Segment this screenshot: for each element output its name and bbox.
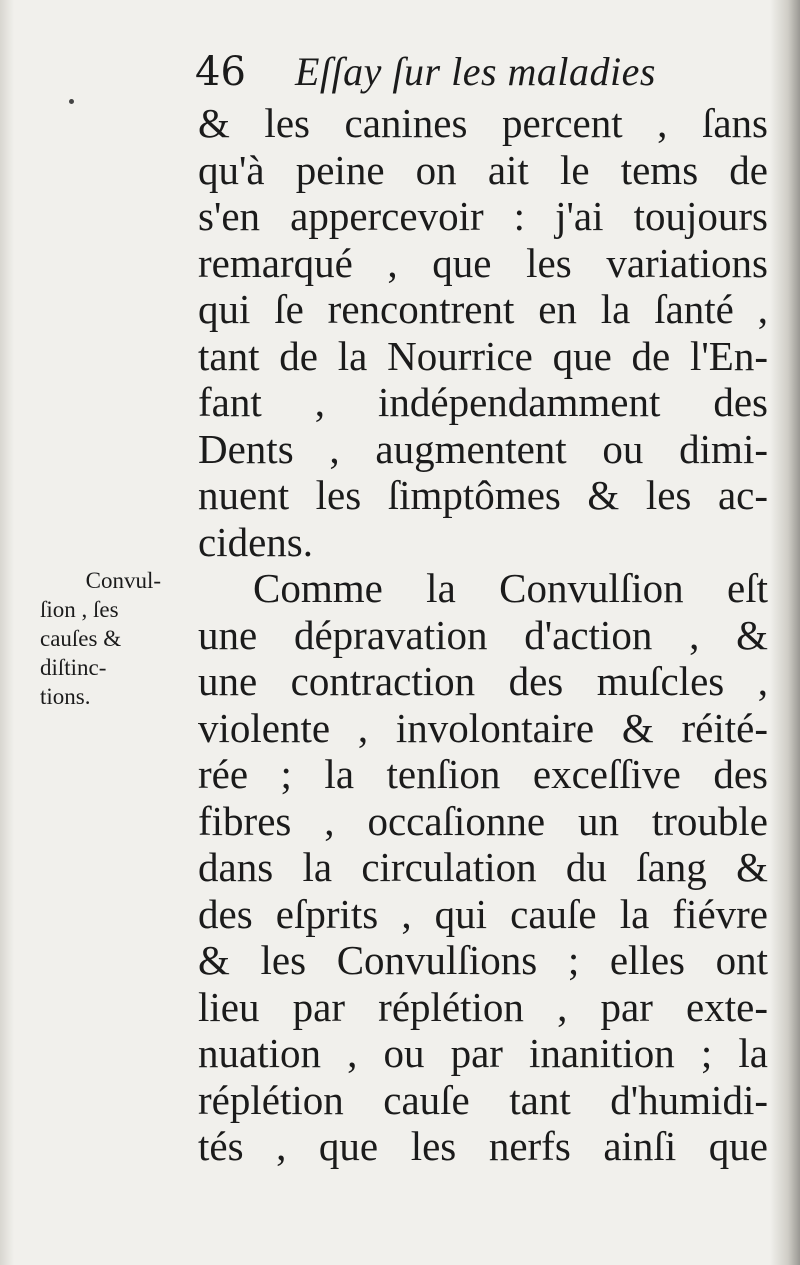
text-line: fant , indépendamment des: [198, 379, 768, 425]
text-line: remarqué , que les variations: [198, 239, 768, 286]
page-edge-shadow: [770, 0, 800, 1265]
text-line: tés , que les nerfs ainſi que: [198, 1123, 768, 1169]
margin-note-line: ſion , ſes: [40, 597, 119, 622]
margin-note-line: diſtinc-: [40, 655, 107, 680]
margin-note-line: cauſes &: [40, 626, 122, 651]
text-line: nuent les ſimptômes & les ac-: [198, 472, 768, 518]
text-line: qui ſe rencontrent en la ſanté ,: [198, 286, 768, 332]
text-line: qu'à peine on ait le tems de: [198, 146, 768, 193]
text-line: une contraction des muſcles ,: [198, 658, 768, 704]
text-line: lieu par réplétion , par exte-: [198, 983, 768, 1030]
page-header: [195, 44, 755, 100]
margin-note-line: tions.: [40, 684, 91, 709]
text-line: rée ; la tenſion exceſſive des: [198, 751, 768, 797]
ink-speck: [69, 99, 74, 104]
text-line: & les canines percent , ſans: [198, 100, 768, 146]
text-line: tant de la Nourrice que de l'En-: [198, 332, 768, 379]
text-line: réplétion cauſe tant d'humidi-: [198, 1076, 768, 1123]
text-line: une dépravation d'action , &: [198, 611, 768, 658]
text-line: nuation , ou par inanition ; la: [198, 1030, 768, 1076]
page-number: 46: [195, 49, 246, 95]
text-line: & les Convulſions ; elles ont: [198, 937, 768, 983]
margin-note-line: Convul-: [85, 568, 161, 593]
running-title: Eſſay ſur les maladies: [295, 49, 656, 94]
page-gutter: [0, 0, 14, 1265]
text-line: dans la circulation du ſang &: [198, 844, 768, 890]
paragraph-first-line: Comme la Convulſion eſt: [253, 565, 768, 611]
text-line: fibres , occaſionne un trouble: [198, 797, 768, 844]
text-line: violente , involontaire & réité-: [198, 704, 768, 751]
text-line: Dents , augmentent ou dimi-: [198, 425, 768, 472]
text-line: s'en appercevoir : j'ai toujours: [198, 193, 768, 239]
margin-note: [40, 566, 175, 711]
body-text: [198, 100, 768, 1170]
text-line: cidens.: [198, 518, 313, 565]
text-line: des eſprits , qui cauſe la fiévre: [198, 890, 768, 937]
